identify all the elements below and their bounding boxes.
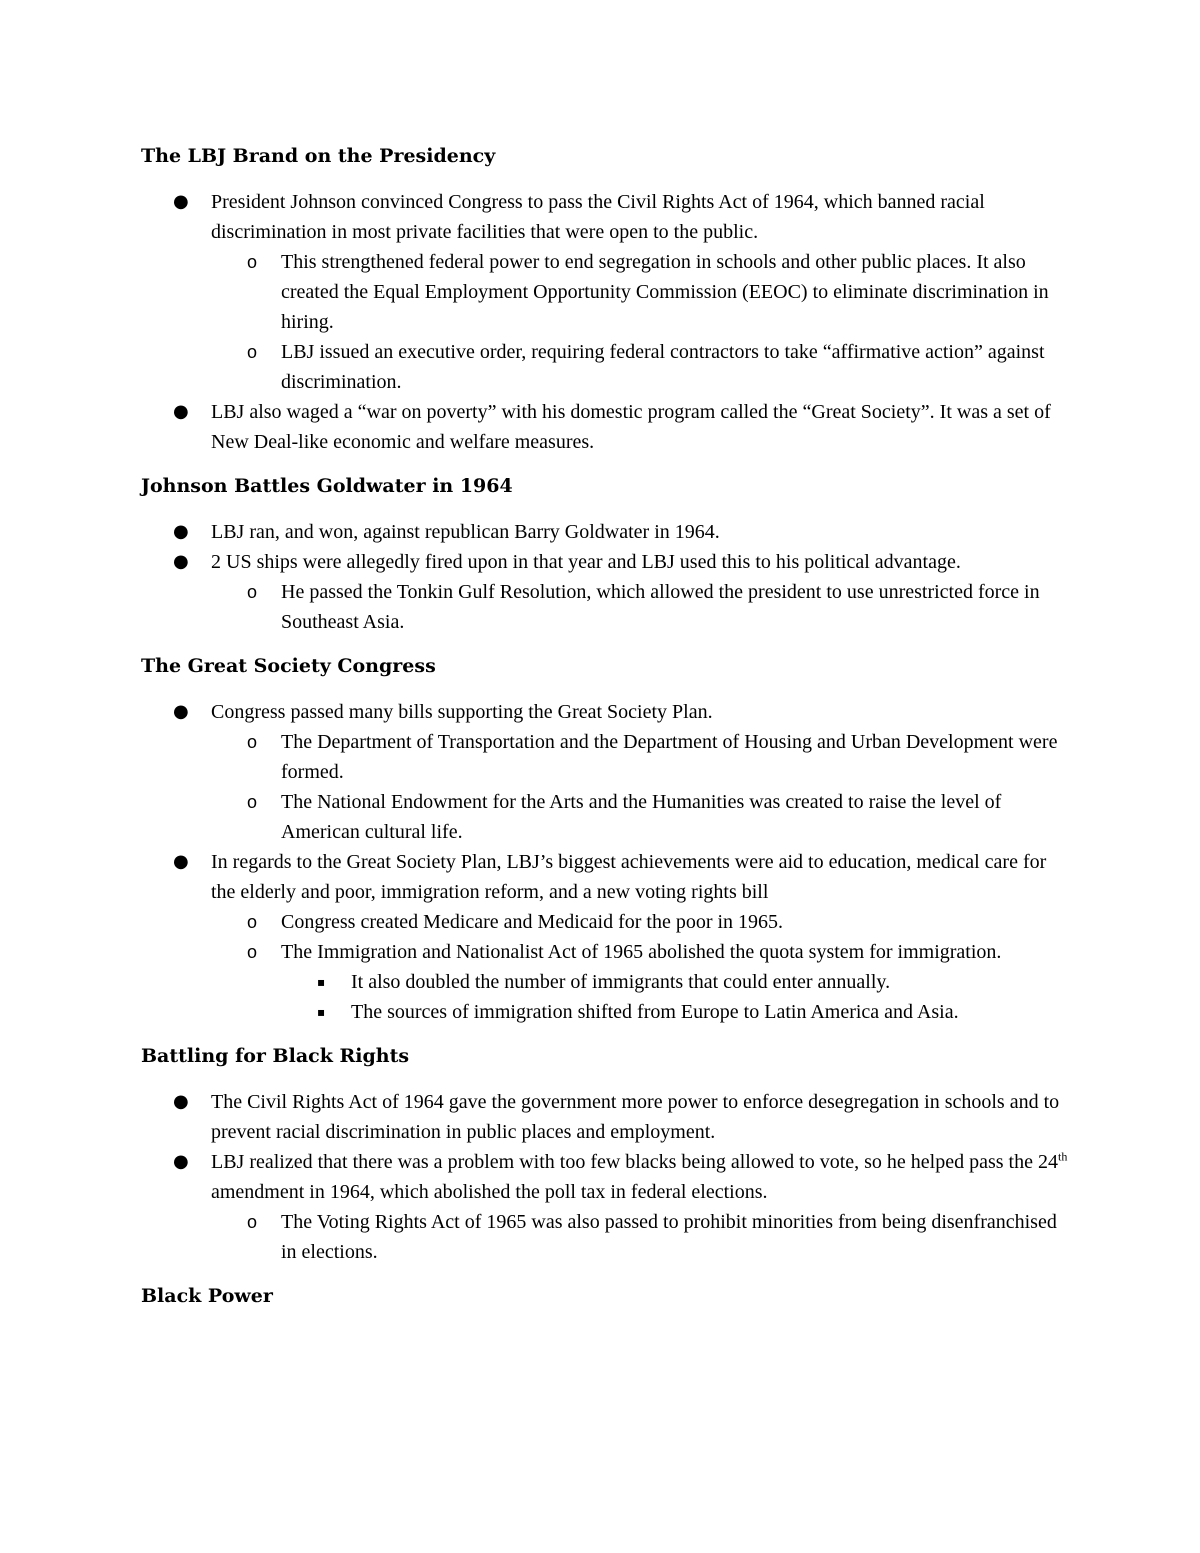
- bullet-marker: ●: [173, 401, 189, 422]
- section-heading: Johnson Battles Goldwater in 1964: [141, 475, 513, 497]
- list-item: [141, 1147, 1071, 1267]
- sub-list-item-text: This strengthened federal power to end segregation in schools and other public places. It also created the Equal Employment Opportunity Commission (EEOC) to eliminate discrimination in hiring.: [281, 251, 1049, 333]
- bullet-list: [141, 187, 1071, 457]
- square-bullet-marker: ▪: [317, 1005, 326, 1019]
- bullet-marker: ●: [173, 551, 189, 572]
- sub-bullet-marker: o: [247, 342, 258, 362]
- sub-bullet-marker: o: [247, 582, 258, 602]
- ordinal-superscript: th: [1057, 1149, 1068, 1164]
- sub-sub-bullet-list: [281, 967, 1071, 1027]
- sub-list-item-text: LBJ issued an executive order, requiring federal contractors to take “affirmative action” against discrimination.: [281, 341, 1045, 393]
- section-heading: The Great Society Congress: [141, 655, 436, 677]
- section-heading: Black Power: [141, 1285, 273, 1307]
- list-item-text: LBJ also waged a “war on poverty” with his domestic program called the “Great Society”. It was a set of New Deal-like economic and welfare measures.: [211, 401, 1051, 453]
- bullet-list: [141, 517, 1071, 637]
- square-bullet-marker: ▪: [317, 975, 326, 989]
- list-item-text-end: amendment in 1964, which abolished the poll tax in federal elections.: [211, 1181, 768, 1203]
- bullet-marker: ●: [173, 521, 189, 542]
- sub-list-item-text: The Immigration and Nationalist Act of 1965 abolished the quota system for immigration.: [281, 941, 1002, 963]
- list-item-text-start: LBJ realized that there was a problem with too few blacks being allowed to vote, so he helped pass the 24: [211, 1151, 1058, 1173]
- sub-list-item-text: Congress created Medicare and Medicaid for the poor in 1965.: [281, 911, 784, 933]
- section-great-society: [141, 651, 1071, 1027]
- list-item: [141, 187, 1071, 397]
- sub-list-item: [211, 727, 1071, 787]
- bullet-list: [141, 697, 1071, 1027]
- list-item: [141, 697, 1071, 847]
- sub-list-item: [211, 907, 1071, 937]
- sub-bullet-marker: o: [247, 942, 258, 962]
- list-item: [141, 1087, 1071, 1147]
- sub-list-item: [211, 577, 1071, 637]
- sub-bullet-marker: o: [247, 732, 258, 752]
- section-heading: The LBJ Brand on the Presidency: [141, 145, 496, 167]
- list-item-text: LBJ ran, and won, against republican Barry Goldwater in 1964.: [211, 521, 720, 543]
- section-heading: Battling for Black Rights: [141, 1045, 410, 1067]
- sub-sub-list-item: [281, 997, 1071, 1027]
- bullet-marker: ●: [173, 1151, 189, 1172]
- list-item: [141, 547, 1071, 637]
- list-item-text: In regards to the Great Society Plan, LBJ’s biggest achievements were aid to education, medical care for the elderly and poor, immigration reform, and a new voting rights bill: [211, 851, 1047, 903]
- sub-list-item-text: The Department of Transportation and the Department of Housing and Urban Development were formed.: [281, 731, 1058, 783]
- section-black-rights: [141, 1041, 1071, 1267]
- sub-bullet-list: [211, 247, 1071, 397]
- sub-bullet-list: [211, 1207, 1071, 1267]
- sub-bullet-marker: o: [247, 1212, 258, 1232]
- sub-list-item-text: The National Endowment for the Arts and the Humanities was created to raise the level of American cultural life.: [281, 791, 1002, 843]
- list-item-text: 2 US ships were allegedly fired upon in that year and LBJ used this to his political advantage.: [211, 551, 961, 573]
- section-lbj-brand: [141, 141, 1071, 457]
- list-item-text: Congress passed many bills supporting the Great Society Plan.: [211, 701, 713, 723]
- bullet-list: [141, 1087, 1071, 1267]
- list-item-text: President Johnson convinced Congress to pass the Civil Rights Act of 1964, which banned racial discrimination in most private facilities that were open to the public.: [211, 191, 985, 243]
- sub-bullet-list: [211, 727, 1071, 847]
- sub-sub-list-item-text: The sources of immigration shifted from Europe to Latin America and Asia.: [351, 1001, 959, 1023]
- bullet-marker: ●: [173, 701, 189, 722]
- sub-list-item: [211, 337, 1071, 397]
- sub-list-item: [211, 787, 1071, 847]
- list-item: [141, 397, 1071, 457]
- sub-bullet-marker: o: [247, 792, 258, 812]
- sub-list-item: [211, 1207, 1071, 1267]
- sub-bullet-list: [211, 577, 1071, 637]
- sub-bullet-marker: o: [247, 912, 258, 932]
- sub-sub-list-item: [281, 967, 1071, 997]
- list-item: [141, 517, 1071, 547]
- list-item-text: The Civil Rights Act of 1964 gave the government more power to enforce desegregation in schools and to prevent racial discrimination in public places and employment.: [211, 1091, 1060, 1143]
- bullet-marker: ●: [173, 1091, 189, 1112]
- section-black-power: [141, 1281, 1071, 1311]
- section-goldwater: [141, 471, 1071, 637]
- bullet-marker: ●: [173, 191, 189, 212]
- sub-bullet-marker: o: [247, 252, 258, 272]
- list-item: [141, 847, 1071, 1027]
- sub-list-item-text: The Voting Rights Act of 1965 was also passed to prohibit minorities from being disenfranchised in elections.: [281, 1211, 1057, 1263]
- bullet-marker: ●: [173, 851, 189, 872]
- document-body: [141, 141, 1071, 1327]
- sub-bullet-list: [211, 907, 1071, 1027]
- sub-list-item: [211, 937, 1071, 1027]
- sub-list-item: [211, 247, 1071, 337]
- sub-sub-list-item-text: It also doubled the number of immigrants that could enter annually.: [351, 971, 891, 993]
- sub-list-item-text: He passed the Tonkin Gulf Resolution, which allowed the president to use unrestricted force in Southeast Asia.: [281, 581, 1040, 633]
